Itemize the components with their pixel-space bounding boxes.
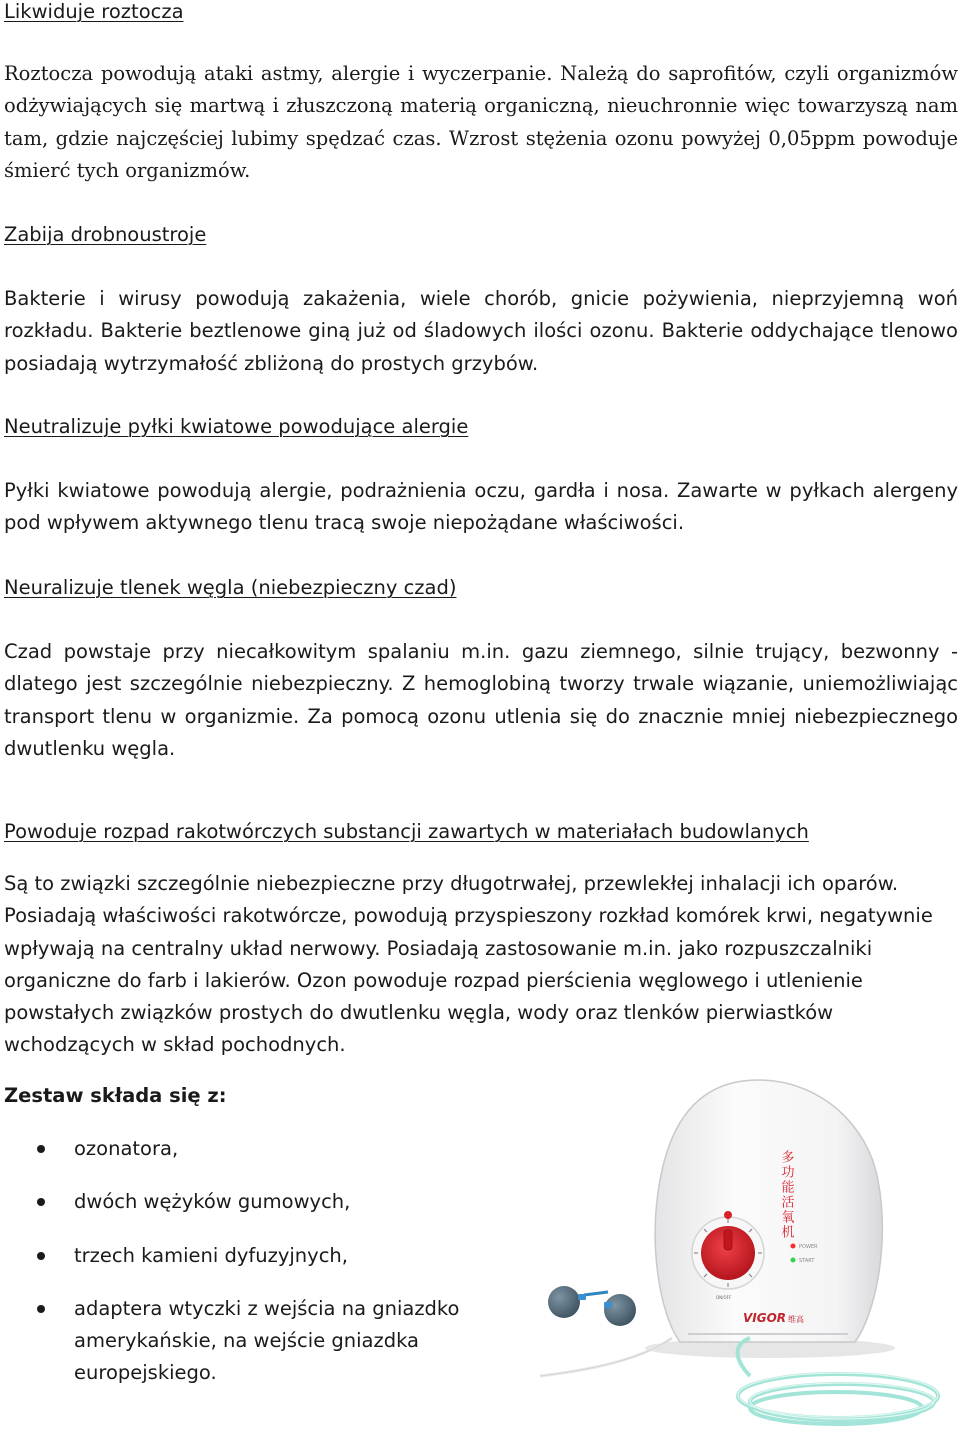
kit-item-stones: trzech kamieni dyfuzyjnych, bbox=[74, 1243, 348, 1267]
dial-indicator bbox=[724, 1211, 732, 1219]
knob-grip bbox=[724, 1230, 732, 1250]
section-heading-carcinogens: Powoduje rozpad rakotwórczych substancji zawartych w materiałach budowlanych bbox=[4, 820, 809, 843]
kit-list bbox=[0, 1133, 520, 1411]
power-led-label: POWER bbox=[799, 1244, 818, 1250]
kit-item-ozonator: ozonatora, bbox=[74, 1137, 179, 1160]
bullet-icon bbox=[37, 1252, 45, 1260]
bullet-icon bbox=[37, 1145, 45, 1153]
section-heading-carbon-monoxide: Neuralizuje tlenek węgla (niebezpieczny czad) bbox=[4, 576, 457, 599]
list-item bbox=[0, 1186, 520, 1218]
stone-cap-1 bbox=[578, 1294, 586, 1300]
section-body-pollen: Pyłki kwiatowe powodują alergie, podrażnienia oczu, gardła i nosa. Zawarte w pyłkach alergeny pod wpływem aktywnego tlenu tracą swoje niepożądane właściwości. bbox=[4, 479, 958, 535]
start-led bbox=[791, 1258, 796, 1263]
brand-logo: VIGOR bbox=[743, 1311, 787, 1325]
diffuser-stone-2 bbox=[604, 1294, 636, 1326]
device-body bbox=[655, 1080, 882, 1342]
ozonator-product-image bbox=[520, 1070, 960, 1436]
diffuser-stone-1 bbox=[548, 1286, 580, 1318]
stone-connector bbox=[584, 1292, 608, 1295]
section-heading-pollen: Neutralizuje pyłki kwiatowe powodujące alergie bbox=[4, 415, 469, 438]
chinese-label: 多功能活氧机 bbox=[778, 1150, 794, 1240]
power-led bbox=[791, 1244, 796, 1249]
section-heading-microbes: Zabija drobnoustroje bbox=[4, 223, 207, 246]
list-item bbox=[0, 1293, 494, 1390]
kit-item-adapter: adaptera wtyczki z wejścia na gniazdko amerykańskie, na wejście gniazdka europejskiego. bbox=[74, 1296, 460, 1385]
section-heading-mites: Likwiduje roztocza bbox=[4, 0, 184, 23]
brand-logo-cn: 维高 bbox=[788, 1315, 804, 1324]
power-cable-outline bbox=[540, 1338, 672, 1376]
power-cable bbox=[540, 1338, 672, 1376]
bullet-icon bbox=[37, 1305, 45, 1313]
list-item bbox=[0, 1240, 520, 1272]
start-led-label: START bbox=[799, 1258, 815, 1264]
kit-heading: Zestaw składa się z: bbox=[4, 1084, 227, 1107]
bullet-icon bbox=[37, 1198, 45, 1206]
dial-label-onoff: ON/OFF bbox=[716, 1295, 732, 1300]
section-body-carbon-monoxide: Czad powstaje przy niecałkowitym spalaniu m.in. gazu ziemnego, silnie trujący, bezwonny - dlatego jest szczególnie niebezpieczny. Z hemoglobiną tworzy trwale wiązanie, uniemożliwiając transport tlenu w organizmie. Za pomocą ozonu utlenia się do znacznie mniej niebezpiecznego dwutlenku węgla. bbox=[4, 640, 958, 760]
section-body-carcinogens: Są to związki szczególnie niebezpieczne przy długotrwałej, przewlekłej inhalacji ich oparów. Posiadają właściwości rakotwórcze, powodują przyspieszony rozkład komórek krwi, negatywnie wpływają na centralny układ nerwowy. Posiadają zastosowanie m.in. jako rozpuszczalniki organiczne do farb i lakierów. Ozon powoduje rozpad pierścienia węglowego i utlenienie powstałych związków prostych do dwutlenku węgla, wody oraz tlenków pierwiastków wchodzących w skład pochodnych. bbox=[4, 872, 933, 1057]
section-body-microbes: Bakterie i wirusy powodują zakażenia, wiele chorób, gnicie pożywienia, nieprzyjemną woń rozkładu. Bakterie beztlenowe giną już od śladowych ilości ozonu. Bakterie oddychające tlenowo posiadają wytrzymałość zbliżoną do prostych grzybów. bbox=[4, 287, 958, 375]
section-body-mites: Roztocza powodują ataki astmy, alergie i wyczerpanie. Należą do saprofitów, czyli organizmów odżywiających się martwą i złuszczoną materią organiczną, nieuchronnie więc towarzyszą nam tam, gdzie najczęściej lubimy spędzać czas. Wzrost stężenia ozonu powyżej 0,05ppm powoduje śmierć tych organizmów. bbox=[4, 62, 958, 182]
stone-cap-2 bbox=[604, 1302, 612, 1308]
kit-item-hoses: dwóch wężyków gumowych, bbox=[74, 1190, 351, 1214]
list-item bbox=[0, 1133, 520, 1165]
